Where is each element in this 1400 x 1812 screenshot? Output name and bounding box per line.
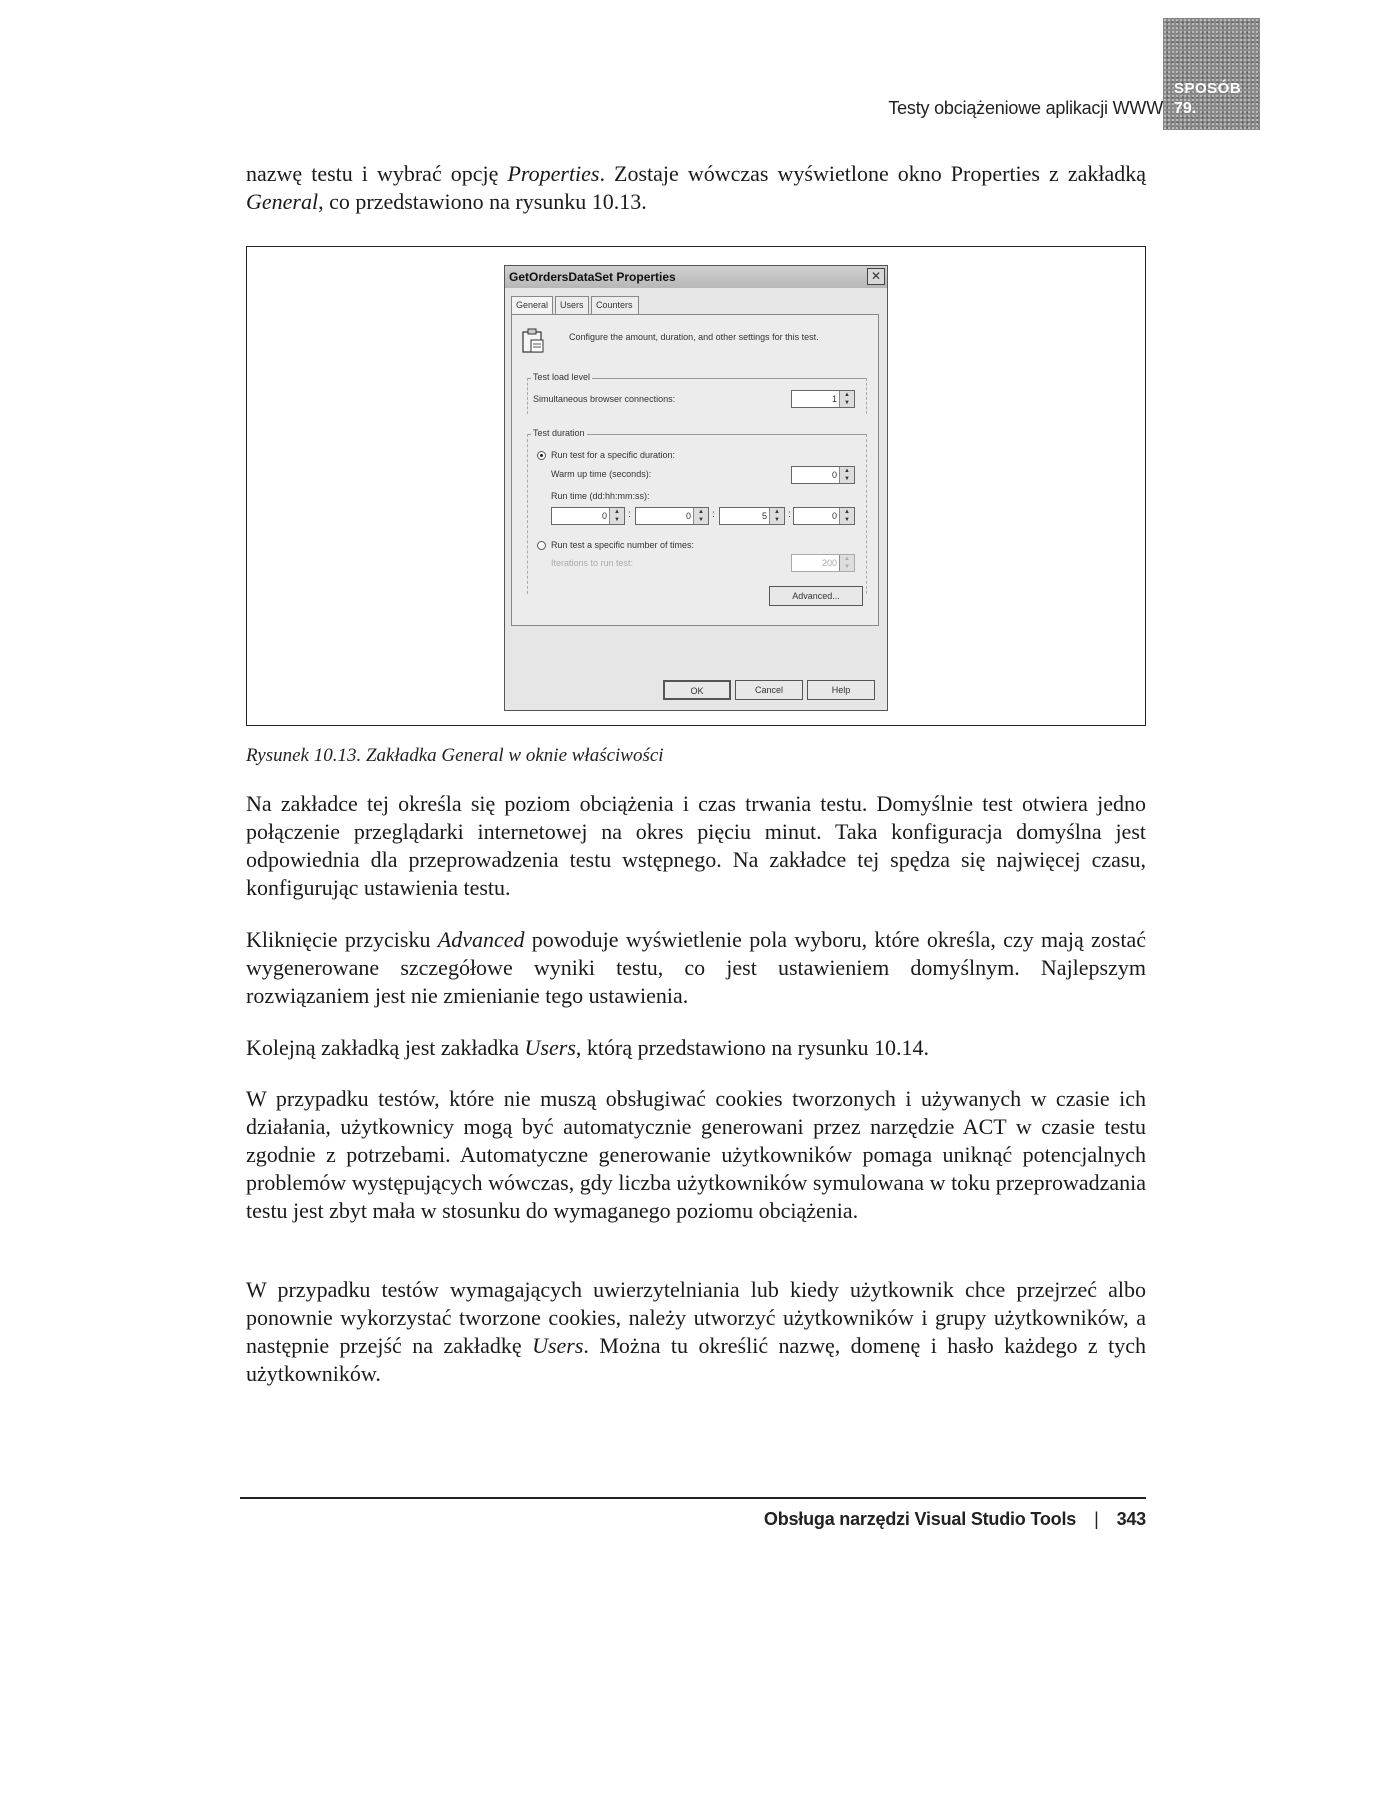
close-icon: ✕ <box>867 268 885 285</box>
text-run: W przypadku testów wymagających uwierzytelniania lub kiedy użytkownik chce przejrzeć albo ponownie wykorzystać tworzone cookies, należy utworzyć użytkowników i grupy użytkowników, a następnie przejść na zakładkę <box>246 1277 1146 1358</box>
advanced-button: Advanced... <box>769 586 863 606</box>
paragraph-5 <box>246 1276 1146 1388</box>
paragraph-3 <box>246 1034 1146 1062</box>
connections-label: Simultaneous browser connections: <box>533 394 676 404</box>
dialog-title: GetOrdersDataSet Properties <box>505 266 887 288</box>
warmup-label: Warm up time (seconds): <box>551 469 652 479</box>
intro-paragraph <box>246 160 1146 216</box>
text-run: Kolejną zakładką jest zakładka <box>246 1035 525 1060</box>
page-footer <box>764 1509 1146 1530</box>
text-run-italic: Properties <box>507 161 600 186</box>
help-button: Help <box>807 680 875 700</box>
paragraph-1: Na zakładce tej określa się poziom obciążenia i czas trwania testu. Domyślnie test otwiera jedno połączenie przeglądarki internetowej na okres pięciu minut. Taka konfiguracja domyślna jest odpowiednia dla przeprowadzenia testu wstępnego. Na zakładce tej spędza się najwięcej czasu, konfigurując ustawienia testu. <box>246 791 1146 900</box>
runtime-seconds-value: 0 <box>831 511 837 521</box>
runtime-seconds-field <box>793 507 855 525</box>
runtime-hours-value: 0 <box>685 511 691 521</box>
load-group-label: Test load level <box>533 372 591 382</box>
spin-arrows-icon: ▲ ▼ <box>839 391 854 407</box>
iterations-value: 200 <box>821 558 837 568</box>
time-separator: : <box>628 509 631 520</box>
runtime-hours-field <box>635 507 709 525</box>
runtime-minutes-field <box>719 507 785 525</box>
section-badge <box>1163 18 1260 130</box>
spin-arrows-icon: ▲ ▼ <box>609 508 624 524</box>
properties-dialog-screenshot <box>504 265 888 711</box>
footer-separator: | <box>1094 1509 1099 1529</box>
tab-general: General <box>511 296 553 314</box>
chapter-title: Obsługa narzędzi Visual Studio Tools <box>763 1509 1077 1529</box>
spin-arrows-icon: ▲ ▼ <box>839 467 854 483</box>
run-times-label: Run test a specific number of times: <box>551 540 695 550</box>
badge-number: 79. <box>1174 100 1197 117</box>
tab-counters: Counters <box>591 296 639 314</box>
text-run: powoduje wyświetlenie pola wyboru, które określa, czy mają zostać wygenerowane szczegółowe wyniki testu, co jest ustawieniem domyślnym. Najlepszym rozwiązaniem jest nie zmienianie tego ustawienia. <box>246 927 1146 1008</box>
spin-arrows-icon: ▲ ▼ <box>839 555 854 571</box>
iterations-label: Iterations to run test: <box>551 558 634 568</box>
radio-duration-selected <box>537 451 546 460</box>
figure-caption: Rysunek 10.13. Zakładka General w oknie właściwości <box>246 745 664 766</box>
spin-arrows-icon: ▲ ▼ <box>769 508 784 524</box>
connections-value: 1 <box>831 394 837 404</box>
text-run-italic: General <box>246 189 319 214</box>
text-run-italic: Users <box>532 1333 584 1358</box>
spin-arrows-icon: ▲ ▼ <box>693 508 708 524</box>
running-header: Testy obciążeniowe aplikacji WWW <box>888 98 1163 118</box>
runtime-label: Run time (dd:hh:mm:ss): <box>551 491 650 501</box>
run-duration-label: Run test for a specific duration: <box>551 450 676 460</box>
spin-arrows-icon: ▲ ▼ <box>839 508 854 524</box>
text-run: nazwę testu i wybrać opcję <box>246 161 508 186</box>
cancel-button: Cancel <box>735 680 803 700</box>
time-separator: : <box>788 509 791 520</box>
paragraph-2 <box>246 926 1146 1010</box>
runtime-days-field <box>551 507 625 525</box>
text-run-italic: Advanced <box>437 927 525 952</box>
time-separator: : <box>712 509 715 520</box>
badge-word: SPOSÓB <box>1174 80 1242 97</box>
paragraph-4: W przypadku testów, które nie muszą obsługiwać cookies tworzonych i używanych w czasie ich działania, użytkownicy mogą być automatycznie generowani przez narzędzie ACT w czasie testu zgodnie z potrzebami. Automatyczne generowanie użytkowników pomaga uniknąć potencjalnych problemów występujących wówczas, gdy liczba użytkowników symulowana w toku przeprowadzania testu jest zbyt mała w stosunku do wymaganego poziomu obciążenia. <box>246 1086 1146 1223</box>
footer-rule <box>240 1497 1146 1499</box>
connections-field <box>791 390 855 408</box>
ok-button: OK <box>663 680 731 700</box>
runtime-minutes-value: 5 <box>761 511 767 521</box>
text-run: . Zostaje wówczas wyświetlone okno Properties z zakładką <box>599 161 1146 186</box>
runtime-days-value: 0 <box>601 511 607 521</box>
warmup-field <box>791 466 855 484</box>
text-run: Kliknięcie przycisku <box>246 927 438 952</box>
tab-users: Users <box>555 296 589 314</box>
warmup-value: 0 <box>831 470 837 480</box>
iterations-field <box>791 554 855 572</box>
text-run: . Można tu określić nazwę, domenę i hasło każdego z tych użytkowników. <box>246 1333 1146 1386</box>
clipboard-icon <box>521 328 545 354</box>
text-run-italic: Users <box>524 1035 576 1060</box>
dialog-description: Configure the amount, duration, and other settings for this test. <box>569 332 819 342</box>
text-run: , którą przedstawiono na rysunku 10.14. <box>575 1035 930 1060</box>
text-run: , co przedstawiono na rysunku 10.13. <box>318 189 647 214</box>
page-number: 343 <box>1116 1509 1146 1529</box>
duration-group-label: Test duration <box>533 428 585 438</box>
radio-times <box>537 541 546 550</box>
